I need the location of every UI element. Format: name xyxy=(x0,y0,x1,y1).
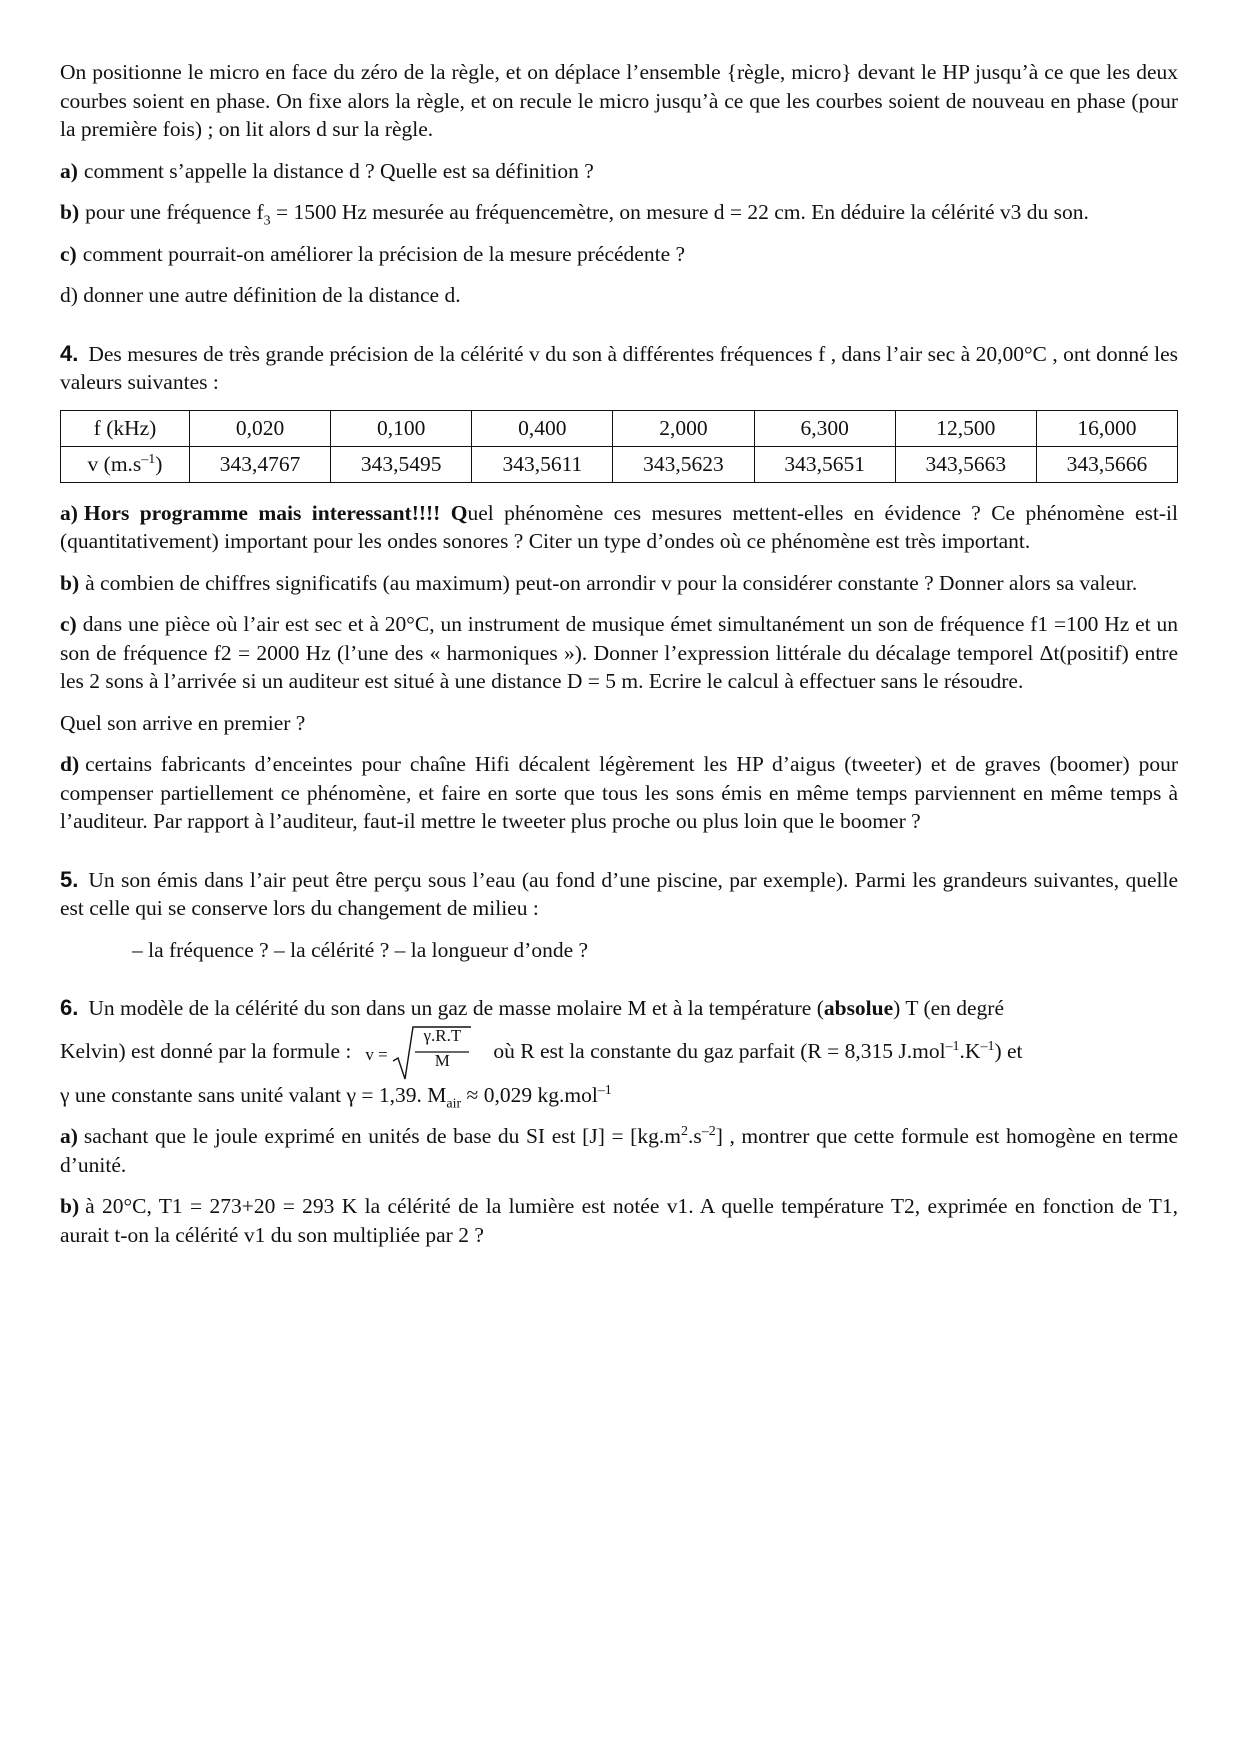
subscript: air xyxy=(446,1095,462,1111)
question-text: γ une constante sans unité valant γ = 1,39. M xyxy=(60,1082,447,1107)
question-label: b) xyxy=(60,570,80,595)
question-label: a) xyxy=(60,158,78,183)
table-cell: 343,5663 xyxy=(895,446,1036,482)
superscript: –1 xyxy=(980,1038,995,1054)
table-cell: 343,5611 xyxy=(472,446,613,482)
question-6-formula-line xyxy=(60,1025,1178,1081)
question-text: à 20°C, T1 = 273+20 = 293 K la célérité de la lumière est notée v1. A quelle température T2, exprimée en fonction de T1, aurait t-on la célérité v1 du son multipliée par 2 ? xyxy=(60,1194,1178,1247)
sound-speed-formula xyxy=(365,1025,471,1081)
document-page xyxy=(60,58,1178,1262)
question-label: c) xyxy=(60,241,77,266)
question-4d xyxy=(60,750,1178,836)
table-cell: 343,5666 xyxy=(1036,446,1177,482)
table-cell: 12,500 xyxy=(895,410,1036,446)
question-text: comment s’appelle la distance d ? Quelle est sa définition ? xyxy=(83,158,594,183)
table-row-frequency xyxy=(61,410,1178,446)
question-text: .s xyxy=(687,1124,702,1148)
question-text: ) et xyxy=(994,1038,1023,1063)
question-4c xyxy=(60,610,1178,696)
question-6-gamma-line xyxy=(60,1081,1178,1110)
question-label: a) xyxy=(60,500,78,525)
table-cell: 343,5651 xyxy=(754,446,895,482)
question-text: uel phénomène ces mesures mettent-elles en évidence ? Ce phénomène est-il (quantitativement) important pour les ondes sonores ? Citer un type d’ondes où ce phénomène est très important. xyxy=(60,500,1178,553)
question-text: Un modèle de la célérité du son dans un gaz de masse molaire M et à la température ( xyxy=(88,996,824,1020)
formula-denominator: M xyxy=(434,1050,450,1070)
table-cell: 343,4767 xyxy=(190,446,331,482)
formula-lhs: v = xyxy=(365,1044,388,1064)
superscript: –1 xyxy=(945,1038,960,1054)
question-text: Des mesures de très grande précision de la célérité v du son à différentes fréquences f , dans l’air sec à 20,00°C , ont donné les valeurs suivantes : xyxy=(60,341,1178,394)
header-text: v (m.s xyxy=(87,451,142,476)
question-number: 6. xyxy=(60,995,79,1020)
bold-note: Hors programme mais interessant!!!! Q xyxy=(83,500,468,525)
question-number: 5. xyxy=(60,866,79,892)
question-3a xyxy=(60,157,1178,186)
table-cell: 6,300 xyxy=(754,410,895,446)
question-label: d) xyxy=(60,752,80,776)
superscript: –1 xyxy=(141,451,156,467)
superscript: –2 xyxy=(701,1123,716,1139)
table-header-v xyxy=(61,446,190,482)
table-cell: 0,100 xyxy=(331,410,472,446)
subscript: 3 xyxy=(263,213,271,229)
question-3c xyxy=(60,240,1178,269)
question-text: dans une pièce où l’air est sec et à 20°C, un instrument de musique émet simultanément un son de fréquence f1 =100 Hz et un son de fréquence f2 = 2000 Hz (l’une des « harmoniques »). Donner l’expression littérale du décalage temporel Δt(positif) entre les 2 sons à l’arrivée si un auditeur est situé à une distance D = 5 m. Ecrire le calcul à effectuer sans le résoudre. xyxy=(60,612,1178,693)
question-3b xyxy=(60,198,1178,227)
question-text: ) T (en degré xyxy=(893,996,1005,1020)
question-6a xyxy=(60,1122,1178,1179)
question-label: a) xyxy=(60,1124,78,1148)
intro-paragraph: On positionne le micro en face du zéro de la règle, et on déplace l’ensemble {règle, micro} devant le HP jusqu’à ce que les deux courbes soient en phase. On fixe alors la règle, et on recule le micro jusqu’à ce que les courbes soient de nouveau en phase (pour la première fois) ; on lit alors d sur la règle. xyxy=(60,60,1178,141)
table-cell: 343,5623 xyxy=(613,446,754,482)
question-4b xyxy=(60,569,1178,598)
question-text: sachant que le joule exprimé en unités de base du SI est [J] = [kg.m xyxy=(83,1124,681,1148)
superscript: –1 xyxy=(597,1082,612,1098)
question-label: c) xyxy=(60,612,77,636)
question-text: = 1500 Hz mesurée au fréquencemètre, on mesure d = 22 cm. En déduire la célérité v3 du son. xyxy=(270,200,1089,224)
question-4 xyxy=(60,340,1178,397)
table-cell: 0,020 xyxy=(190,410,331,446)
question-3d: d) donner une autre définition de la distance d. xyxy=(60,283,461,307)
table-row-velocity xyxy=(61,446,1178,482)
table-cell: 0,400 xyxy=(472,410,613,446)
question-text: où R est la constante du gaz parfait (R = 8,315 J.mol xyxy=(493,1038,946,1063)
question-6b xyxy=(60,1192,1178,1249)
question-6 xyxy=(60,994,1178,1023)
question-number: 4. xyxy=(60,340,79,366)
measurement-table xyxy=(60,410,1178,483)
question-label: b) xyxy=(60,1194,80,1218)
question-text: pour une fréquence f xyxy=(85,200,264,224)
question-text: à combien de chiffres significatifs (au maximum) peut-on arrondir v pour la considérer constante ? Donner alors sa valeur. xyxy=(85,570,1138,595)
table-cell: 2,000 xyxy=(613,410,754,446)
superscript: 2 xyxy=(680,1123,688,1139)
question-5 xyxy=(60,866,1178,923)
question-text: Kelvin) est donné par la formule : xyxy=(60,1038,352,1063)
formula-numerator: γ.R.T xyxy=(423,1025,462,1045)
table-cell: 16,000 xyxy=(1036,410,1177,446)
question-text: ≈ 0,029 kg.mol xyxy=(461,1082,598,1107)
table-header-f: f (kHz) xyxy=(61,410,190,446)
header-text: ) xyxy=(155,451,163,476)
question-text: Un son émis dans l’air peut être perçu sous l’eau (au fond d’une piscine, par exemple). Parmi les grandeurs suivantes, quelle est celle qui se conserve lors du changement de milieu : xyxy=(60,867,1178,920)
question-5-options: – la fréquence ? – la célérité ? – la longueur d’onde ? xyxy=(132,937,589,962)
table-cell: 343,5495 xyxy=(331,446,472,482)
bold-word: absolue xyxy=(823,996,894,1020)
question-4c-extra: Quel son arrive en premier ? xyxy=(60,710,306,735)
question-text: .K xyxy=(959,1038,981,1063)
question-text: ] , montrer que cette formule est homogène en terme d’unité. xyxy=(60,1124,1178,1177)
question-4a xyxy=(60,499,1178,556)
question-text: certains fabricants d’enceintes pour chaîne Hifi décalent légèrement les HP d’aigus (tweeter) et de graves (boomer) pour compenser partiellement ce phénomène, et faire en sorte que tous les sons émis en même temps parviennent en même temps à l’auditeur. Par rapport à l’auditeur, faut-il mettre le tweeter plus proche ou plus loin que le boomer ? xyxy=(60,752,1178,833)
question-text: comment pourrait-on améliorer la précision de la mesure précédente ? xyxy=(82,241,686,266)
question-label: b) xyxy=(60,200,80,224)
